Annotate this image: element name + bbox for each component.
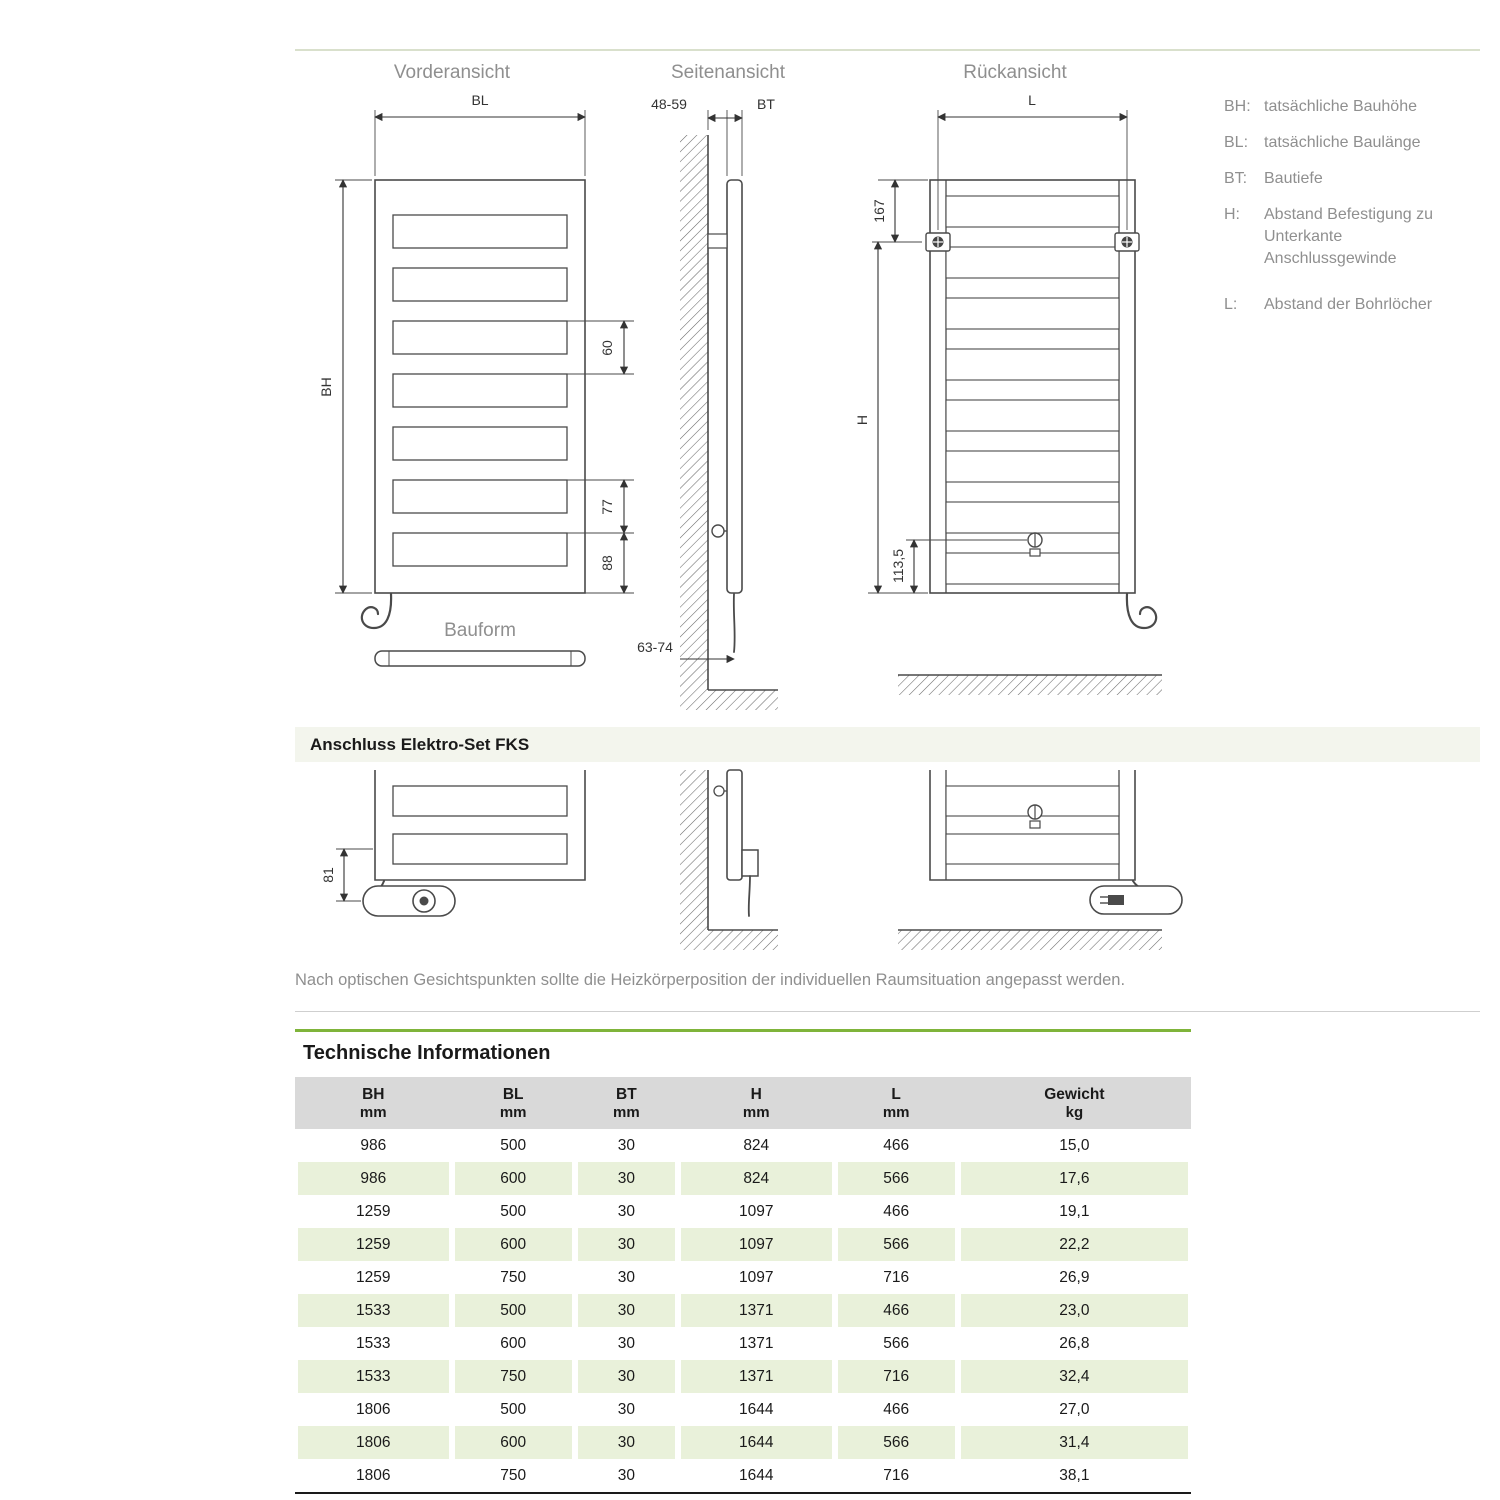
legend-key: L: <box>1224 296 1238 313</box>
legend-row-l <box>1224 294 1480 316</box>
dim-bl-label: BL <box>471 92 489 108</box>
dim-167-label: 167 <box>871 199 887 223</box>
table-cell: 1806 <box>295 1426 452 1459</box>
col-header-bl <box>452 1077 575 1129</box>
table-cell: 466 <box>883 1400 910 1418</box>
section-divider <box>295 1011 1480 1012</box>
element-screw <box>1028 533 1042 556</box>
legend-text: Bautiefe <box>1264 170 1323 187</box>
col-unit: mm <box>499 1103 527 1121</box>
legend-row-h <box>1224 204 1480 270</box>
table-cell: 30 <box>617 1466 636 1484</box>
table-row <box>295 1162 1191 1195</box>
table-cell: 1097 <box>739 1268 774 1286</box>
table-cell: 31,4 <box>958 1426 1191 1459</box>
table-cell: 1806 <box>356 1466 391 1484</box>
table-cell: 824 <box>743 1136 770 1154</box>
legend-text: tatsächliche Bauhöhe <box>1264 98 1417 115</box>
table-cell: 38,1 <box>1059 1466 1090 1484</box>
table-cell: 1371 <box>678 1360 835 1393</box>
accent-rule <box>295 1029 1191 1032</box>
legend-row-bh <box>1224 96 1480 118</box>
table-title: Technische Informationen <box>303 1042 551 1064</box>
table-cell: 1806 <box>356 1400 391 1418</box>
dim-60-label: 60 <box>599 340 615 356</box>
table-cell: 1644 <box>678 1426 835 1459</box>
table-row <box>295 1228 1191 1261</box>
table-cell: 986 <box>360 1136 387 1154</box>
table-cell: 17,6 <box>958 1162 1191 1195</box>
table-cell: 26,9 <box>1059 1268 1090 1286</box>
table-cell: 30 <box>575 1162 678 1195</box>
table-row <box>295 1360 1191 1393</box>
legend-key: BH: <box>1224 98 1251 115</box>
table-cell: 1533 <box>295 1294 452 1327</box>
legend-text: Abstand der Bohrlöcher <box>1264 296 1433 313</box>
table-cell: 716 <box>883 1466 910 1484</box>
legend-text: Abstand Befestigung zu Unterkante Anschlussgewinde <box>1264 206 1434 267</box>
table-cell: 824 <box>678 1162 835 1195</box>
legend-row-bl <box>1224 132 1480 154</box>
table-cell: 1644 <box>739 1466 774 1484</box>
elektro-section-title: Anschluss Elektro-Set FKS <box>310 734 530 754</box>
table-cell: 22,2 <box>958 1228 1191 1261</box>
table-row <box>295 1393 1191 1426</box>
table-cell: 32,4 <box>958 1360 1191 1393</box>
front-view-drawing <box>335 110 634 666</box>
legend <box>1224 96 1480 330</box>
table-row <box>295 1327 1191 1360</box>
table-cell: 1259 <box>356 1202 391 1220</box>
dim-bh-label: BH <box>318 377 334 397</box>
col-label: Gewicht <box>1044 1085 1105 1103</box>
table-cell: 600 <box>452 1228 575 1261</box>
table-cell: 750 <box>500 1268 527 1286</box>
table-cell: 500 <box>500 1202 527 1220</box>
elektro-rear-drawing <box>898 770 1182 950</box>
element-screw-small <box>1028 805 1042 828</box>
table-cell: 566 <box>835 1228 958 1261</box>
table-row <box>295 1129 1191 1162</box>
table-cell: 566 <box>835 1162 958 1195</box>
table-cell: 1259 <box>356 1268 391 1286</box>
col-header-l <box>835 1077 958 1129</box>
table-cell: 19,1 <box>1059 1202 1090 1220</box>
col-unit: mm <box>613 1103 640 1121</box>
table-row <box>295 1195 1191 1228</box>
table-cell: 600 <box>452 1426 575 1459</box>
table-cell: 27,0 <box>1059 1400 1090 1418</box>
dim-bt-label: BT <box>757 96 775 112</box>
table-row <box>295 1459 1191 1492</box>
col-label: L <box>891 1085 901 1103</box>
table-cell: 1259 <box>295 1228 452 1261</box>
bauform-label: Bauform <box>444 620 516 641</box>
table-cell: 986 <box>295 1162 452 1195</box>
legend-key: BL: <box>1224 134 1249 151</box>
side-view-title: Seitenansicht <box>670 62 786 83</box>
col-label: BH <box>362 1085 385 1103</box>
elektro-section-header <box>295 727 1480 762</box>
rear-view-title: Rückansicht <box>963 62 1067 83</box>
mounting-brackets <box>926 233 1139 251</box>
legend-key: H: <box>1224 206 1240 223</box>
table-cell: 30 <box>575 1294 678 1327</box>
table-cell: 750 <box>452 1360 575 1393</box>
table-cell: 30 <box>617 1136 636 1154</box>
table-cell: 716 <box>883 1268 910 1286</box>
dim-77-label: 77 <box>599 499 615 515</box>
table-cell: 566 <box>835 1426 958 1459</box>
table-cell: 1371 <box>739 1334 774 1352</box>
table-cell: 30 <box>575 1426 678 1459</box>
technical-info-table <box>295 1077 1191 1492</box>
technical-info-block <box>295 1029 1191 1494</box>
table-cell: 600 <box>452 1162 575 1195</box>
table-cell: 600 <box>500 1334 527 1352</box>
table-cell: 30 <box>617 1202 636 1220</box>
table-cell: 26,8 <box>1059 1334 1090 1352</box>
dim-h-label: H <box>854 414 870 426</box>
table-cell: 30 <box>575 1360 678 1393</box>
col-header-h <box>678 1077 835 1129</box>
table-cell: 500 <box>452 1294 575 1327</box>
col-unit: mm <box>742 1103 770 1121</box>
col-label: BT <box>616 1085 637 1103</box>
col-header-bt <box>575 1077 678 1129</box>
table-row <box>295 1426 1191 1459</box>
table-bottom-rule <box>295 1492 1191 1494</box>
dim-48-59-label: 48-59 <box>651 96 687 112</box>
table-cell: 30 <box>617 1334 636 1352</box>
legend-row-bt <box>1224 168 1480 190</box>
positioning-note: Nach optischen Gesichtspunkten sollte die Heizkörperposition der individuellen Raumsituation angepasst werden. <box>295 971 1126 989</box>
table-cell: 1371 <box>678 1294 835 1327</box>
dim-81-label: 81 <box>320 867 336 883</box>
table-row <box>295 1261 1191 1294</box>
col-unit: kg <box>1065 1103 1084 1121</box>
dim-l-label: L <box>1028 92 1036 108</box>
table-cell: 466 <box>835 1294 958 1327</box>
table-body <box>295 1129 1191 1492</box>
col-header-bh <box>295 1077 452 1129</box>
table-cell: 30 <box>617 1400 636 1418</box>
col-header-gewicht <box>958 1077 1191 1129</box>
table-header-row <box>295 1077 1191 1129</box>
table-cell: 500 <box>500 1136 527 1154</box>
table-cell: 500 <box>500 1400 527 1418</box>
col-label: BL <box>502 1085 524 1103</box>
dim-63-74-label: 63-74 <box>637 639 673 655</box>
table-cell: 30 <box>617 1268 636 1286</box>
dim-113-5-label: 113,5 <box>890 549 906 583</box>
table-cell: 30 <box>575 1228 678 1261</box>
table-cell: 750 <box>500 1466 527 1484</box>
elektro-side-drawing <box>680 770 778 950</box>
table-cell: 716 <box>835 1360 958 1393</box>
col-label: H <box>750 1085 762 1103</box>
elektro-front-drawing <box>336 770 585 916</box>
table-row <box>295 1294 1191 1327</box>
table-cell: 15,0 <box>1059 1136 1090 1154</box>
table-cell: 23,0 <box>958 1294 1191 1327</box>
table-cell: 1097 <box>678 1228 835 1261</box>
table-cell: 466 <box>883 1202 910 1220</box>
table-cell: 466 <box>883 1136 910 1154</box>
legend-key: BT: <box>1224 170 1248 187</box>
table-cell: 1533 <box>356 1334 391 1352</box>
legend-text: tatsächliche Baulänge <box>1264 134 1421 151</box>
table-cell: 566 <box>883 1334 910 1352</box>
table-cell: 1644 <box>739 1400 774 1418</box>
col-unit: mm <box>882 1103 910 1121</box>
front-view-title: Vorderansicht <box>393 62 511 83</box>
table-cell: 1533 <box>295 1360 452 1393</box>
rear-view-drawing <box>868 110 1162 695</box>
dim-88-label: 88 <box>599 555 615 571</box>
table-cell: 1097 <box>739 1202 774 1220</box>
col-unit: mm <box>359 1103 387 1121</box>
side-view-drawing <box>680 110 778 710</box>
